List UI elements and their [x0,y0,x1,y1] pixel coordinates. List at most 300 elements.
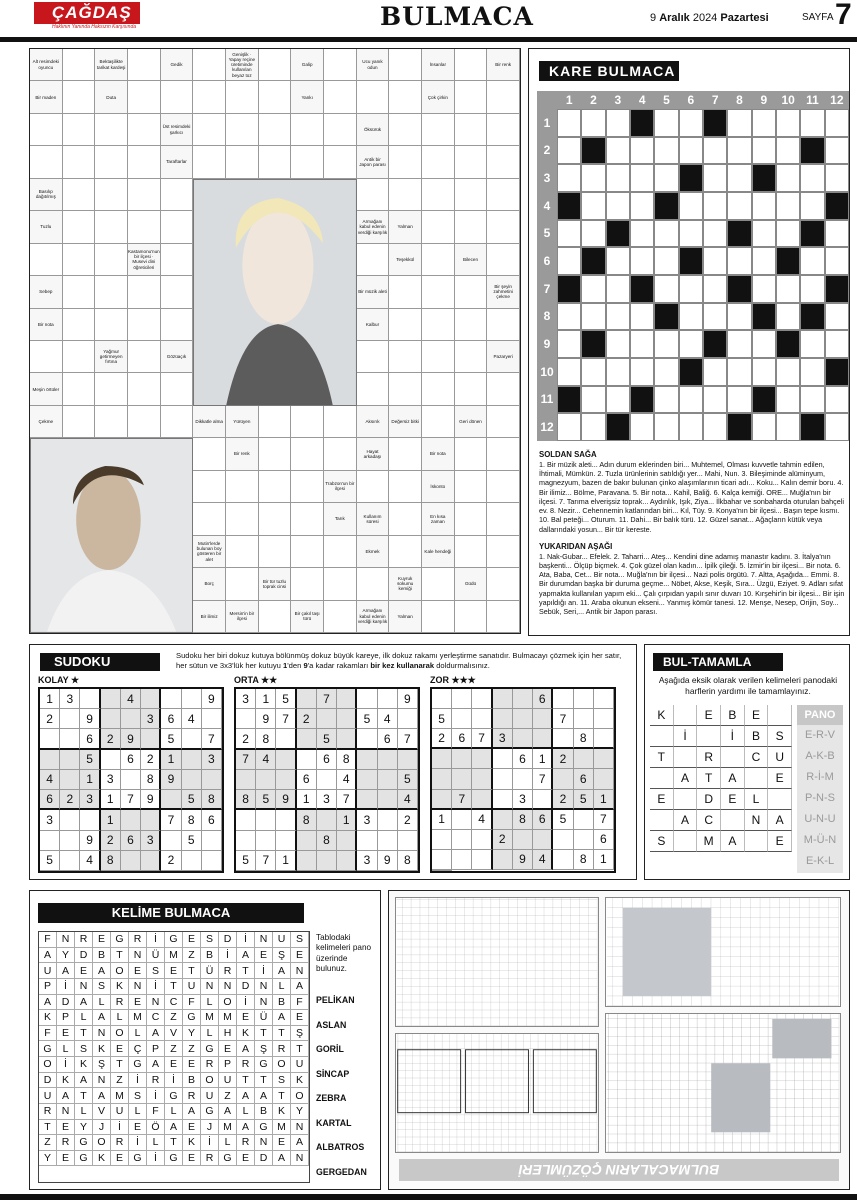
kelime-letter[interactable]: S [291,932,309,948]
kare-cell[interactable] [630,137,654,165]
kelime-letter[interactable]: A [93,1088,111,1104]
kelime-letter[interactable]: İ [147,932,165,948]
kelime-letter[interactable]: İ [219,948,237,964]
kelime-letter[interactable]: E [111,1151,129,1167]
bul-letter-cell[interactable]: D [697,789,721,810]
sudoku-cell[interactable] [60,851,80,871]
kelime-letter[interactable]: A [147,1026,165,1042]
sudoku-cell[interactable] [553,850,573,870]
kelime-letter[interactable]: T [273,1026,291,1042]
kelime-letter[interactable]: N [255,1135,273,1151]
bul-letter-cell[interactable] [674,705,698,726]
kelime-letter[interactable]: Ü [147,948,165,964]
kelime-letter[interactable]: E [57,1151,75,1167]
sudoku-cell[interactable]: 3 [141,831,161,851]
sudoku-cell[interactable]: 6 [161,709,181,729]
kelime-letter[interactable]: U [291,1057,309,1073]
kare-cell[interactable] [800,275,824,303]
sudoku-cell[interactable] [533,709,553,729]
kare-cell[interactable] [800,164,824,192]
kelime-letter[interactable]: E [129,1120,147,1136]
bul-letter-cell[interactable]: M [697,831,721,852]
kelime-letter[interactable]: Ş [273,948,291,964]
sudoku-cell[interactable] [472,830,492,850]
sudoku-cell[interactable] [594,709,614,729]
bul-letter-cell[interactable]: A [721,768,745,789]
kare-cell[interactable] [703,303,727,331]
sudoku-cell[interactable] [276,810,296,830]
sudoku-cell[interactable]: 1 [101,790,121,810]
kelime-letter[interactable]: T [75,1088,93,1104]
sudoku-cell[interactable] [357,689,377,709]
kelime-letter[interactable]: R [147,1073,165,1089]
sudoku-cell[interactable]: 5 [432,709,452,729]
bul-letter-cell[interactable]: E [745,705,769,726]
sudoku-cell[interactable]: 3 [357,810,377,830]
sudoku-cell[interactable]: 6 [533,810,553,830]
sudoku-cell[interactable]: 5 [80,750,100,770]
kare-black-cell[interactable] [654,303,678,331]
sudoku-cell[interactable]: 6 [513,749,533,769]
sudoku-cell[interactable]: 5 [182,831,202,851]
sudoku-cell[interactable]: 3 [40,810,60,830]
kelime-letter[interactable]: B [201,948,219,964]
kelime-letter[interactable]: Ü [255,1010,273,1026]
sudoku-cell[interactable] [378,810,398,830]
kelime-letter[interactable]: A [273,1151,291,1167]
sudoku-cell[interactable] [161,689,181,709]
kelime-letter[interactable]: S [273,1073,291,1089]
sudoku-cell[interactable]: 5 [276,689,296,709]
bul-letter-cell[interactable] [697,726,721,747]
kelime-letter[interactable]: A [273,1010,291,1026]
sudoku-cell[interactable]: 1 [594,790,614,810]
kelime-letter[interactable]: R [75,932,93,948]
sudoku-cell[interactable] [594,769,614,789]
sudoku-cell[interactable]: 9 [202,689,222,709]
kare-cell[interactable] [800,330,824,358]
kelime-letter[interactable]: T [291,1041,309,1057]
kelime-letter[interactable]: R [111,1135,129,1151]
kelime-letter[interactable]: L [75,1010,93,1026]
sudoku-cell[interactable]: 2 [553,790,573,810]
sudoku-cell[interactable]: 1 [161,750,181,770]
kelime-letter[interactable]: İ [129,1135,147,1151]
kelime-letter[interactable]: İ [201,1135,219,1151]
kare-cell[interactable] [581,413,605,441]
kare-cell[interactable] [776,220,800,248]
kelime-letter[interactable]: T [237,963,255,979]
kare-cell[interactable] [679,275,703,303]
sudoku-cell[interactable]: 2 [161,851,181,871]
bul-letter-cell[interactable]: A [674,768,698,789]
kelime-letter[interactable]: B [183,1073,201,1089]
kelime-letter[interactable]: İ [111,1120,129,1136]
kare-cell[interactable] [654,275,678,303]
kare-black-cell[interactable] [703,109,727,137]
kare-cell[interactable] [581,358,605,386]
kelime-letter[interactable]: G [129,1151,147,1167]
kelime-letter[interactable]: P [147,1041,165,1057]
kare-black-cell[interactable] [752,386,776,414]
sudoku-cell[interactable]: 9 [378,851,398,871]
sudoku-cell[interactable]: 8 [574,729,594,749]
sudoku-cell[interactable] [317,810,337,830]
sudoku-cell[interactable]: 4 [40,770,60,790]
kelime-letter[interactable]: R [57,1135,75,1151]
sudoku-cell[interactable] [141,851,161,871]
kelime-letter[interactable]: A [237,1088,255,1104]
kelime-letter[interactable]: G [75,1135,93,1151]
kare-cell[interactable] [654,137,678,165]
sudoku-cell[interactable] [276,729,296,749]
kelime-letter[interactable]: A [75,995,93,1011]
kare-cell[interactable] [800,247,824,275]
kelime-letter[interactable]: D [219,932,237,948]
sudoku-cell[interactable] [121,851,141,871]
kare-cell[interactable] [752,109,776,137]
sudoku-cell[interactable] [161,831,181,851]
sudoku-cell[interactable] [317,770,337,790]
kare-cell[interactable] [825,413,849,441]
sudoku-cell[interactable] [533,790,553,810]
kare-black-cell[interactable] [800,137,824,165]
sudoku-cell[interactable]: 6 [533,689,553,709]
sudoku-cell[interactable]: 8 [236,790,256,810]
sudoku-cell[interactable]: 5 [182,790,202,810]
bul-letter-cell[interactable]: S [768,726,792,747]
kelime-letter[interactable]: N [93,1073,111,1089]
sudoku-cell[interactable] [236,831,256,851]
kare-cell[interactable] [752,192,776,220]
sudoku-cell[interactable]: 3 [236,689,256,709]
kelime-letter[interactable]: T [165,1135,183,1151]
kare-black-cell[interactable] [727,413,751,441]
bul-letter-cell[interactable]: İ [674,726,698,747]
kelime-letter[interactable]: İ [237,995,255,1011]
kare-cell[interactable] [606,192,630,220]
kare-cell[interactable] [606,303,630,331]
kare-cell[interactable] [679,413,703,441]
bul-letter-cell[interactable] [745,831,769,852]
sudoku-cell[interactable]: 8 [141,770,161,790]
sudoku-cell[interactable]: 4 [378,709,398,729]
sudoku-cell[interactable] [513,769,533,789]
sudoku-cell[interactable] [472,769,492,789]
kare-black-cell[interactable] [703,330,727,358]
bul-letter-cell[interactable]: U [768,747,792,768]
kelime-letter[interactable]: T [165,979,183,995]
kelime-letter[interactable]: T [237,1073,255,1089]
sudoku-cell[interactable] [378,831,398,851]
sudoku-cell[interactable]: 7 [337,790,357,810]
kare-cell[interactable] [703,220,727,248]
kare-cell[interactable] [776,109,800,137]
kare-cell[interactable] [654,109,678,137]
sudoku-cell[interactable] [202,831,222,851]
kare-cell[interactable] [630,164,654,192]
sudoku-cell[interactable] [432,870,452,871]
kelime-letter[interactable]: N [219,979,237,995]
sudoku-cell[interactable] [337,831,357,851]
kare-black-cell[interactable] [581,137,605,165]
sudoku-cell[interactable] [121,709,141,729]
bul-letter-cell[interactable]: E [650,789,674,810]
sudoku-cell[interactable] [276,750,296,770]
kelime-letter[interactable]: R [273,1041,291,1057]
kelime-letter[interactable]: S [147,963,165,979]
sudoku-cell[interactable] [297,729,317,749]
sudoku-cell[interactable]: 6 [40,790,60,810]
kare-black-cell[interactable] [679,164,703,192]
bul-letter-cell[interactable] [768,705,792,726]
sudoku-cell[interactable]: 5 [40,851,60,871]
kelime-letter[interactable]: G [129,1057,147,1073]
kare-cell[interactable] [727,137,751,165]
bul-letter-cell[interactable] [721,747,745,768]
kelime-letter[interactable]: N [129,979,147,995]
sudoku-cell[interactable] [357,729,377,749]
sudoku-cell[interactable]: 6 [202,810,222,830]
sudoku-cell[interactable] [513,729,533,749]
sudoku-cell[interactable]: 5 [317,729,337,749]
sudoku-cell[interactable] [182,729,202,749]
kare-black-cell[interactable] [581,247,605,275]
kelime-letter[interactable]: C [147,1010,165,1026]
sudoku-cell[interactable] [398,750,418,770]
kelime-letter[interactable]: G [255,1120,273,1136]
sudoku-cell[interactable]: 2 [60,790,80,810]
kare-cell[interactable] [727,303,751,331]
kare-cell[interactable] [703,275,727,303]
sudoku-cell[interactable] [493,790,513,810]
kelime-letter[interactable]: Z [165,1010,183,1026]
kare-cell[interactable] [606,330,630,358]
kelime-letter[interactable]: H [219,1026,237,1042]
kare-black-cell[interactable] [679,247,703,275]
kare-cell[interactable] [630,413,654,441]
sudoku-cell[interactable]: 2 [101,831,121,851]
kelime-letter[interactable]: O [219,995,237,1011]
kare-cell[interactable] [825,386,849,414]
sudoku-cell[interactable]: 4 [337,770,357,790]
kare-cell[interactable] [581,303,605,331]
kare-cell[interactable] [630,247,654,275]
sudoku-cell[interactable]: 1 [297,790,317,810]
kelime-letter[interactable]: G [201,1041,219,1057]
kelime-letter[interactable]: V [93,1104,111,1120]
kare-black-cell[interactable] [557,275,581,303]
bul-letter-cell[interactable]: K [650,705,674,726]
kare-cell[interactable] [679,192,703,220]
sudoku-cell[interactable]: 6 [594,830,614,850]
kare-cell[interactable] [727,358,751,386]
sudoku-cell[interactable] [594,749,614,769]
kare-cell[interactable] [776,303,800,331]
kelime-letter[interactable]: A [165,1120,183,1136]
sudoku-cell[interactable]: 1 [432,810,452,830]
kelime-letter[interactable]: L [219,1135,237,1151]
sudoku-cell[interactable]: 8 [513,810,533,830]
kelime-letter[interactable]: E [183,1057,201,1073]
sudoku-cell[interactable]: 5 [398,770,418,790]
kare-cell[interactable] [800,358,824,386]
kelime-letter[interactable]: İ [255,963,273,979]
kare-cell[interactable] [727,386,751,414]
kelime-letter[interactable]: N [291,1151,309,1167]
sudoku-cell[interactable] [40,750,60,770]
kelime-letter[interactable]: L [75,1104,93,1120]
sudoku-cell[interactable] [553,689,573,709]
sudoku-cell[interactable]: 1 [80,770,100,790]
kare-cell[interactable] [703,192,727,220]
kelime-letter[interactable]: F [147,1104,165,1120]
kare-cell[interactable] [703,164,727,192]
sudoku-cell[interactable] [357,750,377,770]
kelime-letter[interactable]: M [273,1120,291,1136]
sudoku-cell[interactable] [432,749,452,769]
kelime-letter[interactable]: S [93,979,111,995]
sudoku-cell[interactable]: 7 [121,790,141,810]
sudoku-cell[interactable]: 7 [256,851,276,871]
sudoku-cell[interactable]: 9 [276,790,296,810]
kelime-letter[interactable]: Ç [129,1041,147,1057]
bul-letter-cell[interactable] [650,768,674,789]
kare-black-cell[interactable] [800,413,824,441]
kare-cell[interactable] [557,413,581,441]
kare-black-cell[interactable] [630,109,654,137]
kare-cell[interactable] [752,247,776,275]
kelime-letter[interactable]: M [219,1010,237,1026]
kare-cell[interactable] [557,330,581,358]
sudoku-cell[interactable]: 7 [276,709,296,729]
sudoku-cell[interactable]: 9 [80,831,100,851]
kelime-letter[interactable]: O [111,963,129,979]
kare-black-cell[interactable] [606,413,630,441]
sudoku-cell[interactable]: 7 [452,790,472,810]
sudoku-cell[interactable] [357,831,377,851]
kare-cell[interactable] [703,413,727,441]
sudoku-cell[interactable] [553,769,573,789]
sudoku-cell[interactable] [472,749,492,769]
kelime-letter[interactable]: M [111,1088,129,1104]
sudoku-cell[interactable] [297,831,317,851]
sudoku-cell[interactable] [452,749,472,769]
kare-cell[interactable] [703,358,727,386]
sudoku-cell[interactable]: 2 [141,750,161,770]
kelime-letter[interactable]: P [39,979,57,995]
sudoku-cell[interactable] [472,709,492,729]
sudoku-cell[interactable]: 7 [472,729,492,749]
sudoku-cell[interactable]: 8 [202,790,222,810]
kelime-letter[interactable]: A [273,963,291,979]
kelime-letter[interactable]: E [129,995,147,1011]
sudoku-cell[interactable] [452,709,472,729]
sudoku-cell[interactable]: 8 [182,810,202,830]
kelime-letter[interactable]: O [93,1135,111,1151]
kare-cell[interactable] [776,358,800,386]
bul-letter-cell[interactable]: T [697,768,721,789]
sudoku-cell[interactable] [493,769,513,789]
sudoku-cell[interactable]: 2 [40,709,60,729]
sudoku-cell[interactable]: 2 [236,729,256,749]
kare-cell[interactable] [825,164,849,192]
bul-letter-cell[interactable]: N [745,810,769,831]
kelime-letter[interactable]: G [201,1104,219,1120]
kelime-letter[interactable]: Z [219,1088,237,1104]
kelime-letter[interactable]: K [111,979,129,995]
kelime-letter[interactable]: G [165,1151,183,1167]
kelime-letter[interactable]: T [111,1057,129,1073]
kare-cell[interactable] [703,386,727,414]
kelime-letter[interactable]: J [201,1120,219,1136]
bul-letter-cell[interactable]: B [745,726,769,747]
sudoku-cell[interactable] [80,810,100,830]
sudoku-cell[interactable] [513,709,533,729]
sudoku-cell[interactable]: 3 [60,689,80,709]
kelime-letter[interactable]: S [129,1088,147,1104]
sudoku-cell[interactable] [256,831,276,851]
sudoku-cell[interactable]: 8 [101,851,121,871]
sudoku-cell[interactable] [493,689,513,709]
kelime-letter[interactable]: U [183,979,201,995]
kelime-letter[interactable]: K [75,1057,93,1073]
kare-cell[interactable] [557,358,581,386]
sudoku-cell[interactable]: 3 [317,790,337,810]
kelime-letter[interactable]: A [219,1104,237,1120]
sudoku-cell[interactable]: 7 [553,709,573,729]
kare-cell[interactable] [727,192,751,220]
sudoku-cell[interactable] [452,810,472,830]
sudoku-cell[interactable] [236,709,256,729]
kelime-letter[interactable]: B [93,948,111,964]
kelime-letter[interactable]: Y [291,1104,309,1120]
sudoku-cell[interactable] [60,750,80,770]
kelime-letter[interactable]: A [255,1088,273,1104]
kelime-letter[interactable]: T [111,948,129,964]
sudoku-cell[interactable]: 8 [297,810,317,830]
kelime-letter[interactable]: G [255,1057,273,1073]
sudoku-cell[interactable]: 1 [256,689,276,709]
sudoku-cell[interactable]: 4 [533,850,553,870]
sudoku-cell[interactable]: 6 [121,831,141,851]
kare-black-cell[interactable] [825,192,849,220]
sudoku-cell[interactable] [574,830,594,850]
kelime-letter[interactable]: N [291,963,309,979]
kelime-letter[interactable]: E [165,1057,183,1073]
kelime-letter[interactable]: T [273,1088,291,1104]
kelime-letter[interactable]: E [129,963,147,979]
kelime-letter[interactable]: R [237,1057,255,1073]
bul-letter-cell[interactable]: A [768,810,792,831]
kelime-letter[interactable]: E [237,1151,255,1167]
kare-cell[interactable] [606,109,630,137]
sudoku-cell[interactable]: 5 [574,790,594,810]
sudoku-cell[interactable]: 4 [121,689,141,709]
kelime-letter[interactable]: N [147,995,165,1011]
kelime-letter[interactable]: L [57,1041,75,1057]
kare-black-cell[interactable] [630,386,654,414]
kare-cell[interactable] [581,192,605,220]
kelime-letter[interactable]: K [291,1073,309,1089]
kelime-letter[interactable]: M [165,948,183,964]
kelime-letter[interactable]: K [93,1041,111,1057]
kelime-letter[interactable]: A [39,948,57,964]
kare-cell[interactable] [654,330,678,358]
kelime-letter[interactable]: J [93,1120,111,1136]
kelime-letter[interactable]: R [111,995,129,1011]
kelime-letter[interactable]: Y [75,1120,93,1136]
